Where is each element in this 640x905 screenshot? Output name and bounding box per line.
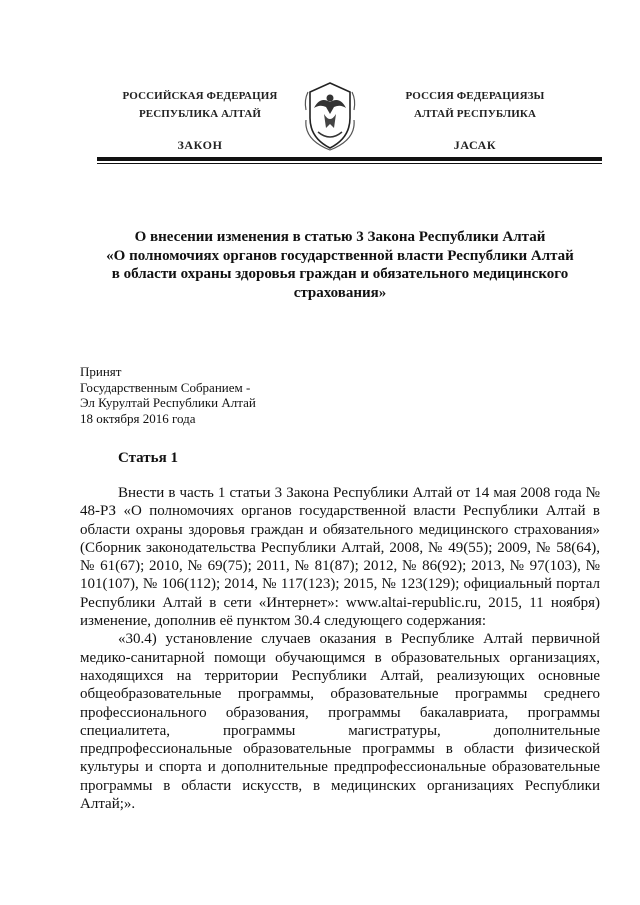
header-left [100, 87, 300, 154]
article-paragraph: «30.4) установление случаев оказания в Республике Алтай первичной медико-санитарной помощи обучающимся в образовательных организациях, находящихся на территории Республики Алтай, реализующих основные общеобразовательные программы, образовательные программы среднего профессионального образования, программы бакалавриата, программы специалитета, программы магистратуры, дополнительные предпрофессиональные образовательные программы в области физической культуры и спорта и дополнительные предпрофессиональные образовательные программы в области искусств, в медицинских организациях Республики Алтай;». [80, 631, 600, 813]
header-right-law: JАСАК [453, 138, 497, 152]
header-rule-thick [97, 157, 602, 161]
title-line: в области охраны здоровья граждан и обязательного медицинского [111, 266, 569, 282]
adoption-line: Государственным Собранием - [80, 379, 251, 395]
adoption-info [80, 364, 256, 426]
header-left-republic: РЕСПУБЛИКА АЛТАЙ [138, 108, 262, 120]
header-right-country: РОССИЯ ФЕДЕРАЦИЯЗЫ [405, 90, 545, 102]
header-left-law: ЗАКОН [177, 138, 223, 152]
adoption-line: Принят [80, 364, 122, 379]
header-right-republic: АЛТАЙ РЕСПУБЛИКА [413, 108, 537, 120]
header-rule-thin [97, 163, 602, 164]
document-title [80, 228, 600, 302]
header-left-country: РОССИЙСКАЯ ФЕДЕРАЦИЯ [122, 90, 278, 102]
article-body [80, 484, 600, 813]
title-line: страхования» [293, 284, 387, 301]
adoption-line: Эл Курултай Республики Алтай [80, 395, 256, 410]
title-line: О внесении изменения в статью 3 Закона Республики Алтай [134, 229, 546, 245]
adoption-date: 18 октября 2016 года [80, 410, 196, 426]
article-paragraph: Внести в часть 1 статьи 3 Закона Республики Алтай от 14 мая 2008 года № 48-РЗ «О полномочиях органов государственной власти Республики Алтай в области охраны здоровья граждан и обязательного медицинского страхования» (Сборник законодательства Республики Алтай, 2008, № 49(55); 2009, № 58(64), № 61(67); 2010, № 69(75); 2011, № 81(87); 2012, № 86(92); 2013, № 97(103), № 101(107), № 106(112); 2014, № 117(123); 2015, № 123(129); официальный портал Республики Алтай в сети «Интернет»: www.altai-republic.ru, 2015, 11 ноября) изменение, дополнив её пунктом 30.4 следующего содержания: [80, 485, 600, 630]
title-line: «О полномочиях органов государственной власти Республики Алтай [106, 247, 574, 264]
header-right [375, 87, 575, 154]
coat-of-arms-icon [300, 80, 360, 152]
article-heading: Статья 1 [118, 450, 178, 466]
